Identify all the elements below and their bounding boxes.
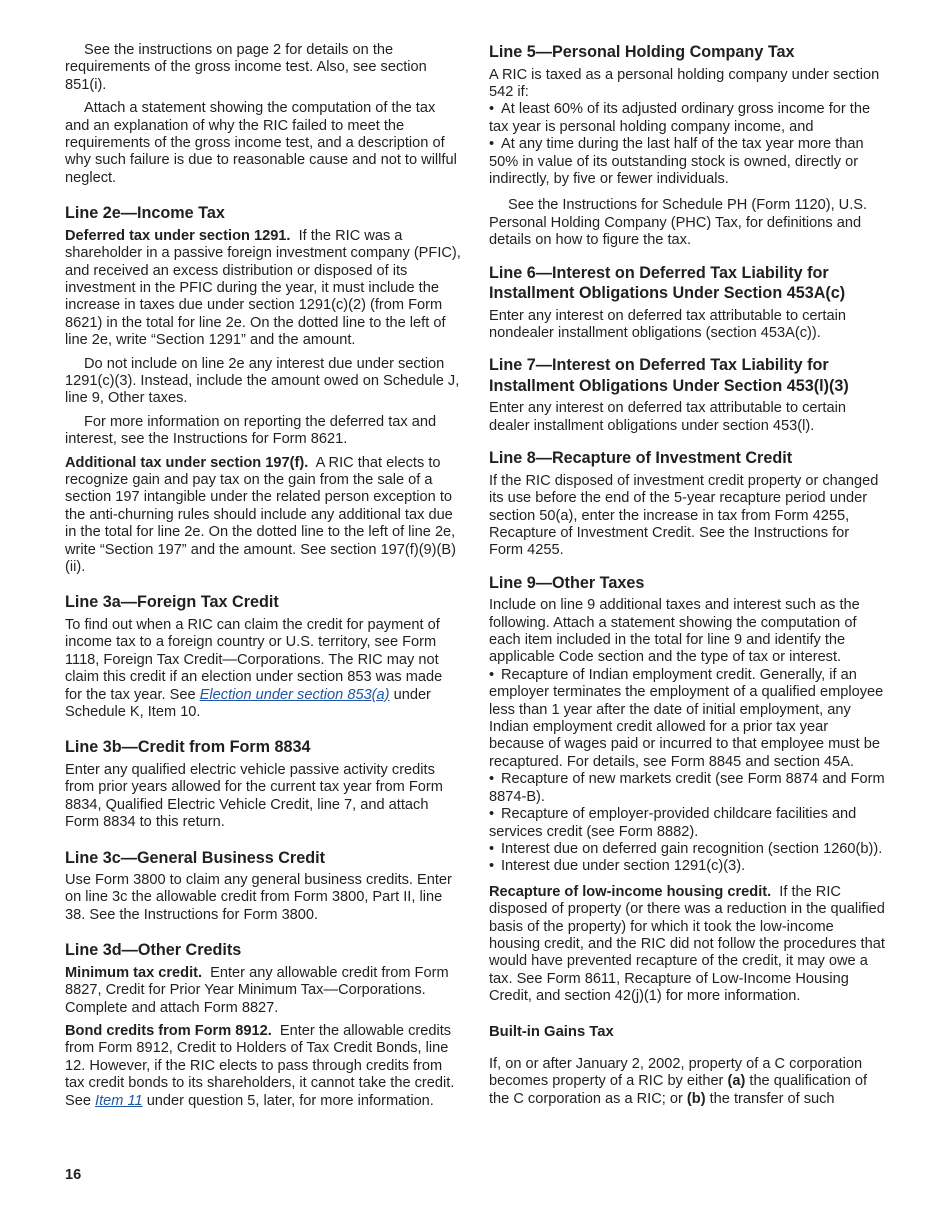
left-column [65, 42, 462, 1116]
paragraph: Do not include on line 2e any interest due under section 1291(c)(3). Instead, include the amount owed on Schedule J, line 9, Other taxes. [65, 355, 460, 407]
paragraph-text: Enter the allowable credits from Form 8912, Credit to Holders of Tax Credit Bonds, line 12. However, if the RIC elects to pass through credits from tax credit bonds to its shareholders, it cannot take the credit. See [65, 1022, 455, 1109]
heading-line-3b: Line 3b—Credit from Form 8834 [65, 738, 311, 757]
paragraph-text: To find out when a RIC can claim the credit for payment of income tax to a foreign country or U.S. territory, see Form 1118, Foreign Tax Credit—Corporations. The RIC may not claim this credit if an election under section 853 was made for the tax year. See [65, 616, 443, 703]
heading-built-in-gains-tax: Built-in Gains Tax [489, 1023, 614, 1040]
heading-line-6: Line 6—Interest on Deferred Tax Liability for Installment Obligations Under Section 453A(c) [489, 263, 846, 303]
bullet-icon: • [489, 666, 495, 683]
heading-line-8: Line 8—Recapture of Investment Credit [489, 449, 793, 468]
paragraph-built-in-gains [489, 1056, 885, 1108]
heading-line-2e: Line 2e—Income Tax [65, 204, 225, 223]
bullet-icon: • [489, 771, 495, 788]
paragraph: Include on line 9 additional taxes and interest such as the following. Attach a statement showing the computation of each item included in the total for line 9 and identify the applicable Code section and the type of tax or interest. [489, 597, 860, 666]
paragraph-text: Enter any allowable credit from Form 8827, Credit for Prior Year Minimum Tax—Corporations. Complete and attach Form 8827. [65, 964, 449, 1016]
bullet-icon: • [489, 136, 495, 153]
paragraph: Enter any interest on deferred tax attributable to certain nondealer installment obligations (section 453A(c)). [489, 307, 846, 341]
bullet-icon: • [489, 840, 495, 857]
bullet-icon: • [489, 858, 495, 875]
heading-line-5: Line 5—Personal Holding Company Tax [489, 43, 795, 61]
paragraph: If the RIC disposed of investment credit property or changed its use before the end of the 5-year recapture period under section 50(a), enter the increase in tax from Form 4255, Recapture of Investment Credit. See the Instructions for Form 4255. [489, 472, 879, 559]
paragraph-text: If the RIC disposed of property (or there was a reduction in the qualified basis of the property) for which it took the low-income housing credit, and the RIC did not follow the procedures that would have prevented recapture of the credit, it may owe a tax. See Form 8611, Recapture of Low-Income Housing Credit, and section 42(j)(1) for more information. [489, 883, 885, 1005]
run-in-heading: Additional tax under section 197(f). [65, 454, 309, 471]
paragraph: See the Instructions for Schedule PH (Form 1120), U.S. Personal Holding Company (PHC) Tax, for definitions and details on how to figure the tax. [489, 197, 868, 249]
heading-line-3d: Line 3d—Other Credits [65, 941, 242, 960]
heading-line-9: Line 9—Other Taxes [489, 573, 645, 592]
list-item [489, 858, 885, 875]
right-column [489, 42, 885, 1114]
paragraph-low-income-housing [489, 884, 885, 1006]
run-in-heading: Bond credits from Form 8912. [65, 1022, 272, 1039]
heading-line-3a: Line 3a—Foreign Tax Credit [65, 593, 279, 612]
paragraph-additional-tax-197 [65, 455, 462, 577]
list-item-text: Recapture of Indian employment credit. Generally, if an employer terminates the employment of a qualified employee less than 1 year after the date of initial employment, any Indian employment credit allowed for a prior tax year because of wages paid or incurred to that employee must be recaptured. For details, see Form 8845 and section 45A. [489, 666, 884, 770]
list-item [489, 667, 885, 771]
list-item-text: Recapture of employer-provided childcare facilities and services credit (see Form 8882). [489, 806, 857, 840]
paragraph-text: the qualification of the C corporation as a RIC; or [489, 1073, 868, 1107]
list-item-text: Interest due under section 1291(c)(3). [501, 858, 746, 875]
paragraph-text: under Schedule K, Item 10. [65, 686, 431, 720]
item-11-link[interactable]: Item 11 [95, 1092, 143, 1109]
paragraph-text: If the RIC was a shareholder in a passive foreign investment company (PFIC), and received an excess distribution or disposed of its investment in the PFIC during the year, it must include the increase in taxes due under section 1291(c)(2) (from Form 8621) in the total for line 2e. On the dotted line to the left of line 2e, write “Section 1291” and the amount. [65, 227, 461, 349]
paragraph: Attach a statement showing the computation of the tax and an explanation of why the RIC failed to meet the requirements of the gross income test, and a description of why such failure is due to reasonable cause and not to willful neglect. [65, 100, 457, 186]
heading-line-3c: Line 3c—General Business Credit [65, 848, 325, 867]
emphasis: (b) [686, 1090, 706, 1107]
run-in-heading: Recapture of low-income housing credit. [489, 883, 772, 900]
list-item [489, 101, 885, 136]
run-in-heading: Deferred tax under section 1291. [65, 227, 291, 244]
emphasis: (a) [727, 1073, 746, 1090]
bullet-icon: • [489, 101, 495, 118]
paragraph-bond-credits [65, 1023, 462, 1110]
paragraph: Use Form 3800 to claim any general business credits. Enter on line 3c the allowable credit from Form 3800, Part II, line 38. See the Instructions for Form 3800. [65, 872, 452, 923]
list-item-text: Recapture of new markets credit (see Form 8874 and Form 8874-B). [489, 771, 885, 805]
list-item-text: Interest due on deferred gain recognition (section 1260(b)). [501, 840, 883, 857]
paragraph-text: the transfer of such [709, 1090, 835, 1107]
list-item-text: At any time during the last half of the tax year more than 50% in value of its outstanding stock is owned, directly or indirectly, by five or fewer individuals. [489, 136, 864, 187]
heading-line-7: Line 7—Interest on Deferred Tax Liability for Installment Obligations Under Section 453(l)(3) [489, 356, 849, 395]
paragraph-foreign-tax-credit [65, 617, 462, 721]
run-in-heading: Minimum tax credit. [65, 964, 203, 981]
election-853a-link[interactable]: Election under section 853(a) [199, 686, 390, 703]
paragraph-text: A RIC that elects to recognize gain and pay tax on the gain from the sale of a section 197 intangible under the related person exception to the anti-churning rules should include any additional tax due in the total for line 2e. On the dotted line to the left of line 2e, write “Section 197” and the amount. See section 197(f)(9)(B)(ii). [65, 454, 456, 576]
paragraph-deferred-tax-1291 [65, 228, 462, 350]
paragraph-minimum-tax-credit [65, 965, 462, 1017]
paragraph-text: If, on or after January 2, 2002, property of a C corporation becomes property of a RIC by either [489, 1056, 863, 1090]
list-item [489, 806, 885, 841]
list-item-text: At least 60% of its adjusted ordinary gross income for the tax year is personal holding company income, and [489, 101, 871, 135]
list-item [489, 841, 885, 858]
paragraph: See the instructions on page 2 for details on the requirements of the gross income test. Also, see section 851(i). [65, 42, 427, 93]
list-item [489, 771, 885, 806]
paragraph: A RIC is taxed as a personal holding company under section 542 if: [489, 66, 880, 100]
paragraph: For more information on reporting the deferred tax and interest, see the Instructions for Form 8621. [65, 413, 437, 448]
list-item [489, 136, 885, 188]
paragraph: Enter any interest on deferred tax attributable to certain dealer installment obligations under section 453(l). [489, 400, 846, 434]
paragraph: Enter any qualified electric vehicle passive activity credits from prior years allowed for the current tax year from Form 8834, Qualified Electric Vehicle Credit, line 7, and attach Form 8834 to this return. [65, 761, 443, 831]
bullet-icon: • [489, 806, 495, 823]
paragraph-text: under question 5, later, for more information. [146, 1092, 434, 1109]
page-number: 16 [65, 1167, 82, 1183]
